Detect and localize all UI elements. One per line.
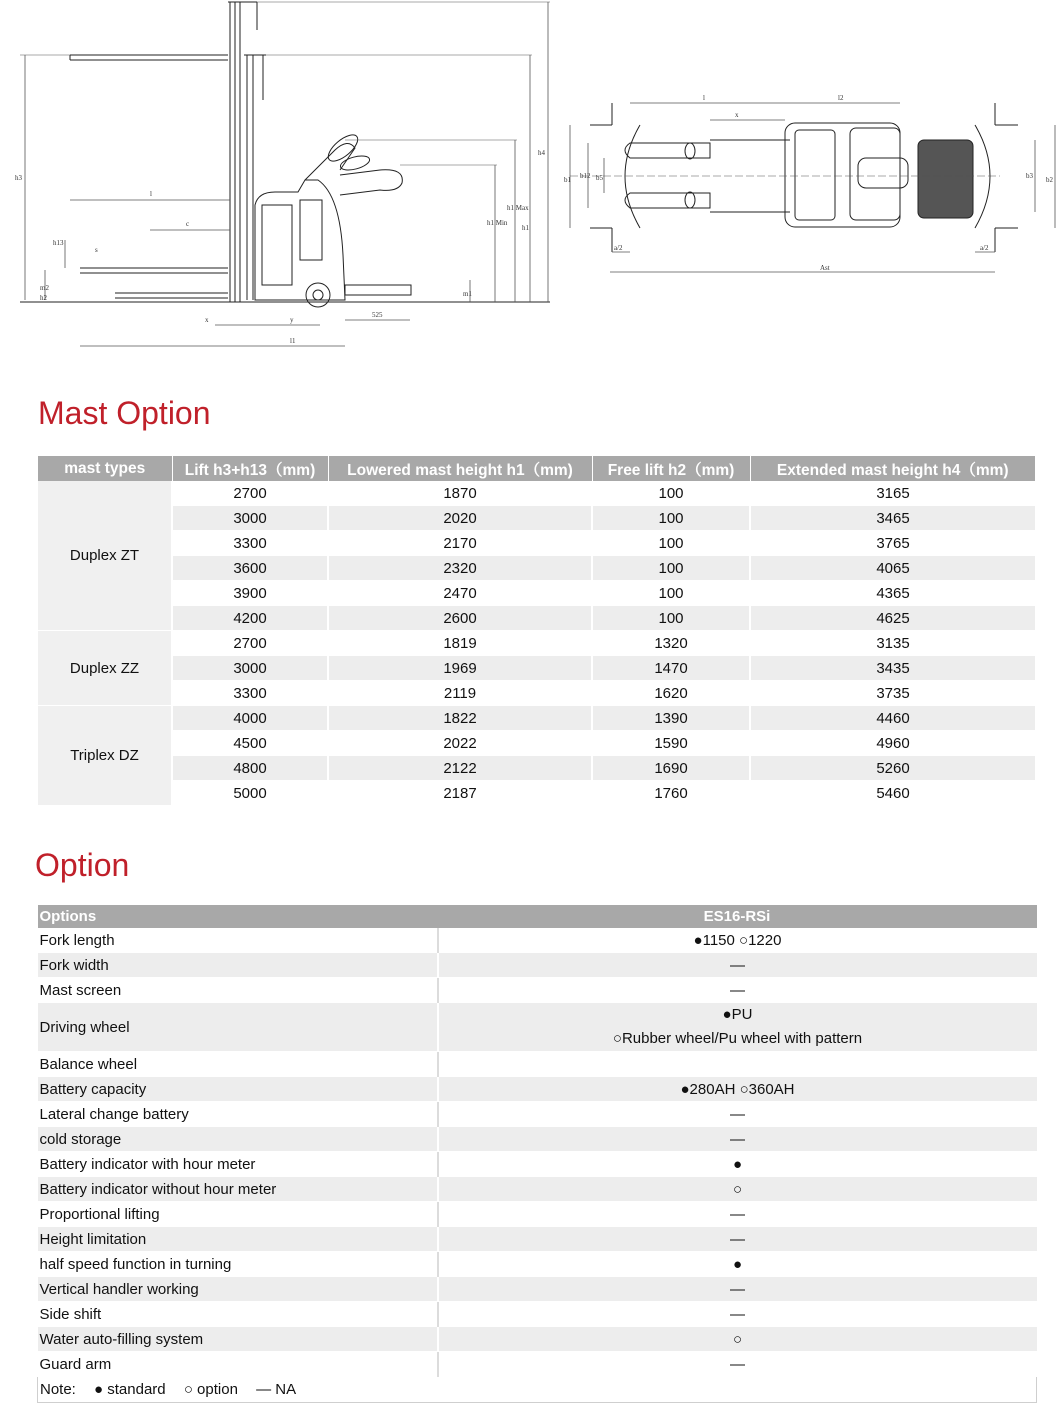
mast-row [38, 581, 1035, 606]
note-na: — NA [256, 1381, 297, 1398]
header-options: Options [38, 905, 438, 928]
lift-cell: 4800 [172, 756, 328, 781]
option-label-cell: Vertical handler working [38, 1277, 438, 1302]
label-m2: m2 [40, 284, 49, 292]
option-label-cell: Proportional lifting [38, 1202, 438, 1227]
option-value-cell: ●1150 ○1220 [438, 928, 1037, 953]
note-option: ○ option [183, 1381, 238, 1398]
option-row [38, 1077, 1037, 1102]
option-value-cell: — [438, 1102, 1037, 1127]
option-value-cell: — [438, 1227, 1037, 1252]
note-row [38, 1377, 1037, 1403]
extended-height-cell: 4365 [750, 581, 1035, 606]
label-b3: b3 [1026, 172, 1033, 180]
label-h13: h13 [53, 239, 64, 247]
option-value-line: ○Rubber wheel/Pu wheel with pattern [612, 1030, 863, 1047]
option-row [38, 1102, 1037, 1127]
extended-height-cell: 3765 [750, 531, 1035, 556]
label-a2-right: a/2 [980, 244, 989, 252]
label-y: y [290, 316, 294, 324]
free-lift-cell: 100 [592, 606, 750, 631]
free-lift-cell: 1760 [592, 781, 750, 806]
extended-height-cell: 4960 [750, 731, 1035, 756]
mast-type-cell: Duplex ZT [38, 481, 172, 631]
note-cell [38, 1377, 1037, 1403]
option-table [37, 905, 1037, 1403]
label-b5: b5 [596, 174, 603, 182]
mast-type-cell: Triplex DZ [38, 706, 172, 806]
lowered-height-cell: 2119 [328, 681, 592, 706]
option-row [38, 1252, 1037, 1277]
extended-height-cell: 4460 [750, 706, 1035, 731]
option-row [38, 1127, 1037, 1152]
option-label-cell: Mast screen [38, 978, 438, 1003]
mast-row [38, 531, 1035, 556]
option-label-cell: Lateral change battery [38, 1102, 438, 1127]
lowered-height-cell: 2020 [328, 506, 592, 531]
option-label-cell: Battery indicator without hour meter [38, 1177, 438, 1202]
extended-height-cell: 3465 [750, 506, 1035, 531]
lift-cell: 5000 [172, 781, 328, 806]
extended-height-cell: 3435 [750, 656, 1035, 681]
option-row [38, 1352, 1037, 1377]
option-value-cell: — [438, 1202, 1037, 1227]
label-h1-min: h1 Min [487, 219, 508, 227]
top-view-labels [564, 94, 1054, 272]
option-header-row [38, 905, 1037, 928]
option-row [38, 1277, 1037, 1302]
option-value-cell: — [438, 1277, 1037, 1302]
option-value-cell: — [438, 1302, 1037, 1327]
note-standard: ● standard [94, 1381, 166, 1398]
header-mast-types: mast types [38, 456, 172, 481]
option-value-cell: ●280AH ○360AH [438, 1077, 1037, 1102]
option-value-cell: — [438, 1127, 1037, 1152]
lowered-height-cell: 2470 [328, 581, 592, 606]
side-view-labels [15, 149, 546, 345]
option-row [38, 1177, 1037, 1202]
mast-row [38, 756, 1035, 781]
mast-row [38, 731, 1035, 756]
label-525: 525 [372, 311, 383, 319]
extended-height-cell: 3135 [750, 631, 1035, 656]
option-row [38, 1327, 1037, 1352]
option-table-body [38, 928, 1037, 1377]
label-top-x: x [735, 111, 739, 119]
note-label: Note: [40, 1381, 76, 1398]
free-lift-cell: 1590 [592, 731, 750, 756]
label-top-l: l [703, 94, 705, 102]
option-label-cell: Fork length [38, 928, 438, 953]
lowered-height-cell: 2170 [328, 531, 592, 556]
label-b1: b1 [564, 176, 571, 184]
label-x: x [205, 316, 209, 324]
label-l: l [150, 190, 152, 198]
label-l1: l1 [290, 337, 296, 345]
mast-option-table [38, 456, 1035, 806]
mast-table-body [38, 481, 1035, 806]
label-b12: b12 [580, 172, 591, 180]
option-row [38, 1003, 1037, 1052]
label-ast: Ast [820, 264, 830, 272]
option-label-cell: cold storage [38, 1127, 438, 1152]
option-label-cell: half speed function in turning [38, 1252, 438, 1277]
free-lift-cell: 100 [592, 481, 750, 506]
header-lift: Lift h3+h13（mm) [172, 456, 328, 481]
lowered-height-cell: 2600 [328, 606, 592, 631]
option-value-line: ●PU [722, 1006, 753, 1023]
option-row [38, 1302, 1037, 1327]
header-free-lift: Free lift h2（mm) [592, 456, 750, 481]
mast-type-cell: Duplex ZZ [38, 631, 172, 706]
option-value-cell: ○ [438, 1177, 1037, 1202]
option-label-cell: Guard arm [38, 1352, 438, 1377]
extended-height-cell: 3735 [750, 681, 1035, 706]
label-c: c [186, 220, 190, 228]
label-b2: b2 [1046, 176, 1053, 184]
header-lowered-height: Lowered mast height h1（mm) [328, 456, 592, 481]
extended-height-cell: 5260 [750, 756, 1035, 781]
option-row [38, 1052, 1037, 1077]
option-value-cell [438, 1052, 1037, 1077]
free-lift-cell: 1470 [592, 656, 750, 681]
free-lift-cell: 1690 [592, 756, 750, 781]
extended-height-cell: 4065 [750, 556, 1035, 581]
extended-height-cell: 3165 [750, 481, 1035, 506]
option-label-cell: Driving wheel [38, 1003, 438, 1052]
option-row [38, 1227, 1037, 1252]
option-label-cell: Height limitation [38, 1227, 438, 1252]
mast-header-row [38, 456, 1035, 481]
lowered-height-cell: 1969 [328, 656, 592, 681]
option-label-cell: Water auto-filling system [38, 1327, 438, 1352]
extended-height-cell: 5460 [750, 781, 1035, 806]
free-lift-cell: 1620 [592, 681, 750, 706]
lift-cell: 4200 [172, 606, 328, 631]
option-value-cell [438, 1003, 1037, 1052]
label-h3: h3 [15, 174, 22, 182]
extended-height-cell: 4625 [750, 606, 1035, 631]
option-row [38, 928, 1037, 953]
option-label-cell: Battery capacity [38, 1077, 438, 1102]
mast-row [38, 681, 1035, 706]
label-h2: h2 [40, 294, 47, 302]
lowered-height-cell: 2022 [328, 731, 592, 756]
option-value-cell: — [438, 978, 1037, 1003]
option-value-cell: ● [438, 1252, 1037, 1277]
mast-option-title: Mast Option [38, 395, 211, 431]
mast-row [38, 631, 1035, 656]
option-value-cell: — [438, 953, 1037, 978]
lowered-height-cell: 2187 [328, 781, 592, 806]
mast-row [38, 706, 1035, 731]
lowered-height-cell: 1819 [328, 631, 592, 656]
lift-cell: 4000 [172, 706, 328, 731]
free-lift-cell: 100 [592, 531, 750, 556]
option-label-cell: Balance wheel [38, 1052, 438, 1077]
option-row [38, 953, 1037, 978]
label-h1: h1 [522, 224, 529, 232]
lift-cell: 3600 [172, 556, 328, 581]
label-a2-left: a/2 [614, 244, 623, 252]
lift-cell: 2700 [172, 481, 328, 506]
label-s: s [95, 246, 98, 254]
label-top-l2: l2 [838, 94, 844, 102]
mast-row [38, 656, 1035, 681]
lift-cell: 3300 [172, 531, 328, 556]
free-lift-cell: 1320 [592, 631, 750, 656]
option-label-cell: Fork width [38, 953, 438, 978]
option-value-cell: — [438, 1352, 1037, 1377]
label-h1-max: h1 Max [507, 204, 529, 212]
free-lift-cell: 100 [592, 506, 750, 531]
option-value-cell: ○ [438, 1327, 1037, 1352]
free-lift-cell: 100 [592, 556, 750, 581]
free-lift-cell: 1390 [592, 706, 750, 731]
technical-drawing [0, 0, 1060, 360]
option-label-cell: Side shift [38, 1302, 438, 1327]
free-lift-cell: 100 [592, 581, 750, 606]
lift-cell: 3300 [172, 681, 328, 706]
option-row [38, 1202, 1037, 1227]
option-label-cell: Battery indicator with hour meter [38, 1152, 438, 1177]
lowered-height-cell: 2320 [328, 556, 592, 581]
lift-cell: 3000 [172, 656, 328, 681]
option-value-cell: ● [438, 1152, 1037, 1177]
mast-row [38, 556, 1035, 581]
lowered-height-cell: 2122 [328, 756, 592, 781]
lift-cell: 3000 [172, 506, 328, 531]
mast-row [38, 506, 1035, 531]
option-row [38, 978, 1037, 1003]
option-row [38, 1152, 1037, 1177]
lowered-height-cell: 1822 [328, 706, 592, 731]
option-title: Option [35, 847, 130, 883]
lift-cell: 4500 [172, 731, 328, 756]
lift-cell: 3900 [172, 581, 328, 606]
label-h4: h4 [538, 149, 545, 157]
lift-cell: 2700 [172, 631, 328, 656]
mast-row [38, 606, 1035, 631]
lowered-height-cell: 1870 [328, 481, 592, 506]
header-extended-height: Extended mast height h4（mm) [750, 456, 1035, 481]
label-m1: m1 [463, 290, 472, 298]
header-model: ES16-RSi [438, 905, 1037, 928]
mast-row [38, 781, 1035, 806]
mast-row [38, 481, 1035, 506]
